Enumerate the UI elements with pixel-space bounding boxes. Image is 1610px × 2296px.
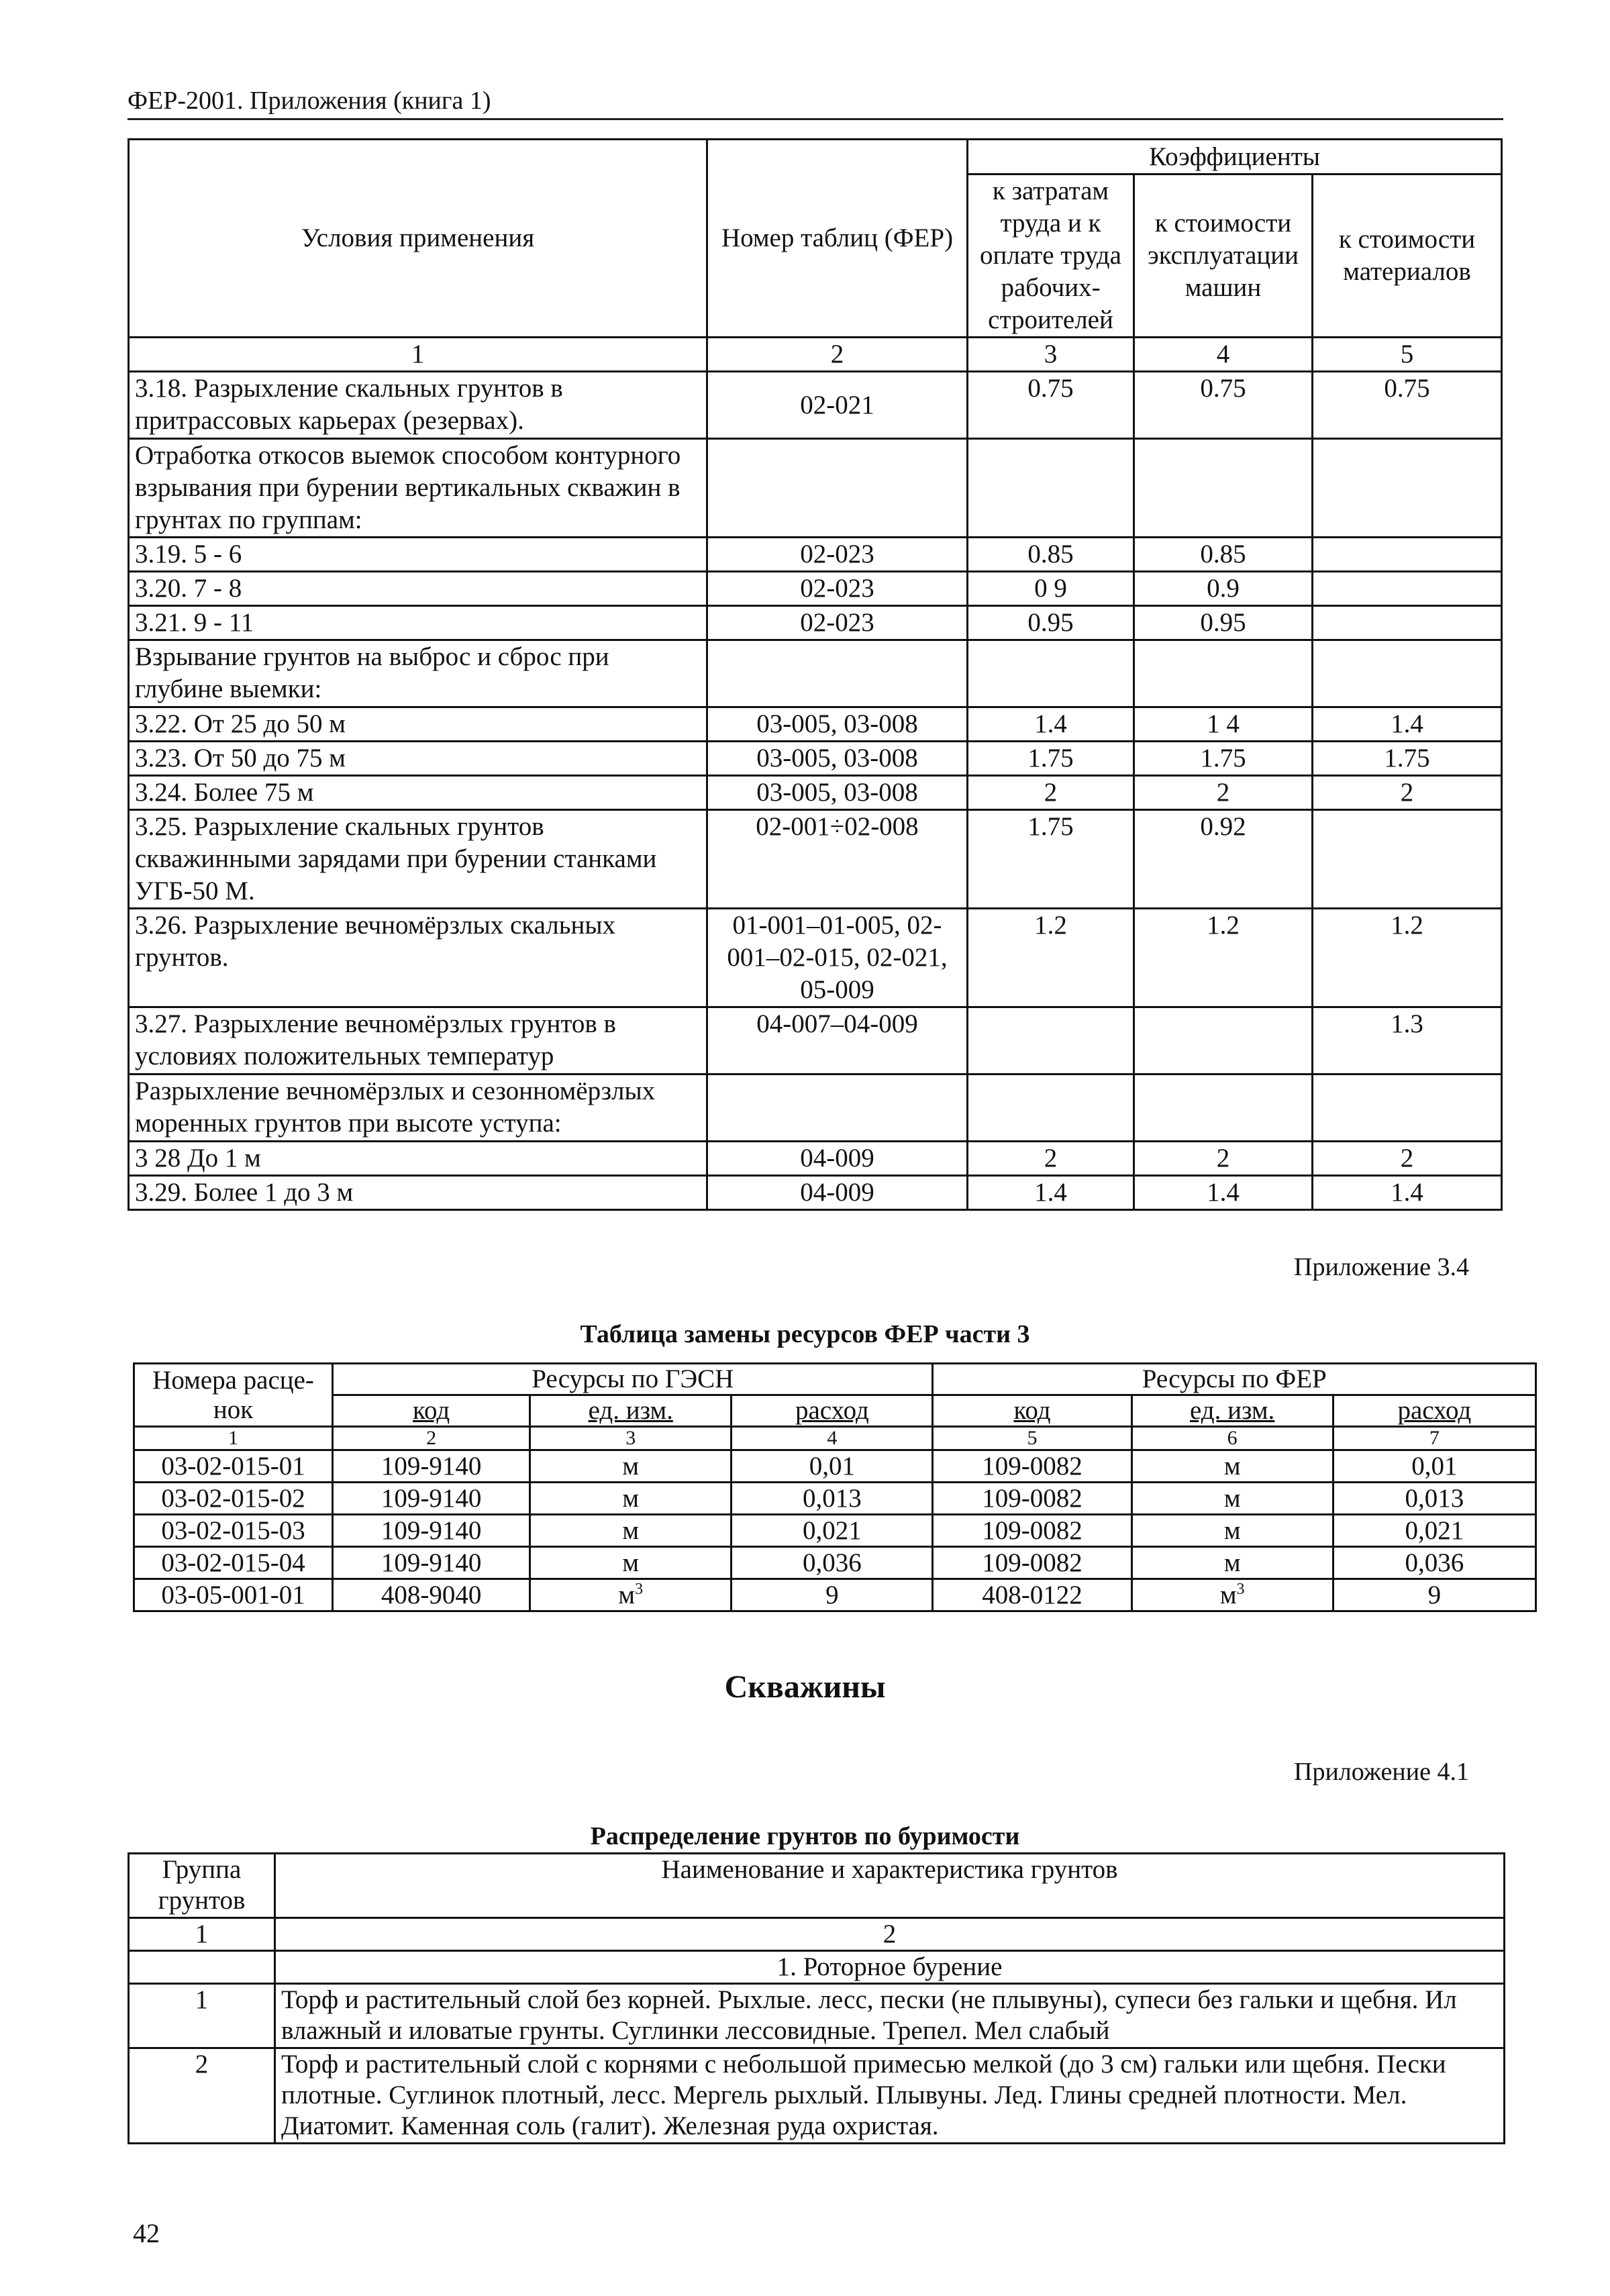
table-row: 03-02-015-04 109-9140 м 0,036 109-0082 м 0,036 — [134, 1547, 1536, 1579]
header-code: код — [933, 1395, 1131, 1427]
table-row: 03-02-015-01 109-9140 м 0,01 109-0082 м 0,01 — [134, 1450, 1536, 1483]
header-gesn: Ресурсы по ГЭСН — [333, 1364, 933, 1395]
col-number: 2 — [333, 1427, 530, 1450]
table-row: 1 Торф и растительный слой без корней. Рыхлые. лесс, пески (не плывуны), супеси без гальки и щебня. Ил влажный и иловатые грунты. Суглинки лессовидные. Трепел. Мел слабый — [129, 1984, 1505, 2048]
col-number: 7 — [1333, 1427, 1536, 1450]
table-row: 3.29. Более 1 до 3 м 04-009 1.4 1.4 1.4 — [129, 1176, 1502, 1210]
header-fer: Ресурсы по ФЕР — [933, 1364, 1536, 1395]
table-row: 03-02-015-03 109-9140 м 0,021 109-0082 м 0,021 — [134, 1515, 1536, 1547]
appendix-3-4-label: Приложение 3.4 — [1294, 1253, 1469, 1281]
col-number: 2 — [275, 1918, 1505, 1951]
header-coefficients: Коэффициенты — [968, 140, 1502, 174]
page-header: ФЕР-2001. Приложения (книга 1) — [128, 86, 1503, 120]
appendix-4-1-title: Распределение грунтов по буримости — [590, 1822, 1020, 1850]
header-unit: ед. изм. — [530, 1395, 732, 1427]
header-name: Наименование и характеристика грунтов — [275, 1854, 1505, 1918]
table-row: 3.24. Более 75 м 03-005, 03-008 2 2 2 — [129, 776, 1502, 810]
header-conditions: Условия применения — [129, 140, 707, 338]
coefficients-table — [128, 138, 1503, 1211]
header-consumption: расход — [732, 1395, 933, 1427]
col-number: 5 — [1313, 338, 1502, 372]
header-rate-numbers: Номера расце-нок — [134, 1364, 333, 1427]
table-row: 2 Торф и растительный слой с корнями с небольшой примесью мелкой (до 3 см) гальки или щебня. Пески плотные. Суглинок плотный, лесс. Мергель рыхлый. Плывуны. Лед. Глины средней плотности. Мел. Диатомит. Каменная соль (галит). Железная руда охристая. — [129, 2048, 1505, 2144]
table-row: 3.19. 5 - 6 02-023 0.85 0.85 — [129, 538, 1502, 572]
page-number: 42 — [133, 2218, 160, 2248]
subheader-rotary-drilling: 1. Роторное бурение — [275, 1951, 1505, 1984]
col-number: 3 — [968, 338, 1134, 372]
table-row: 3.27. Разрыхление вечномёрзлых грунтов в условиях положительных температур 04-007–04-009 1.3 — [129, 1007, 1502, 1075]
table-row: 3.23. От 50 до 75 м 03-005, 03-008 1.75 1.75 1.75 — [129, 742, 1502, 776]
resource-replacement-table — [133, 1362, 1537, 1612]
header-labor: к затратам труда и к оплате труда рабочих-строителей — [968, 174, 1134, 338]
appendix-3-4-title: Таблица замены ресурсов ФЕР части 3 — [580, 1320, 1030, 1348]
col-number: 4 — [732, 1427, 933, 1450]
col-number: 1 — [134, 1427, 333, 1450]
table-row: 3.25. Разрыхление скальных грунтов скважинными зарядами при бурении станками УГБ-50 М. 02-001÷02-008 1.75 0.92 — [129, 810, 1502, 909]
table-row: Разрыхление вечномёрзлых и сезонномёрзлых моренных грунтов при высоте уступа: — [129, 1075, 1502, 1142]
table-row: 3.26. Разрыхление вечномёрзлых скальных грунтов. 01-001–01-005, 02-001–02-015, 02-021, 05-009 1.2 1.2 1.2 — [129, 909, 1502, 1007]
table-row: Отработка откосов выемок способом контурного взрывания при бурении вертикальных скважин в грунтах по группам: — [129, 439, 1502, 538]
header-table-numbers: Номер таблиц (ФЕР) — [707, 140, 968, 338]
col-number: 3 — [530, 1427, 732, 1450]
header-consumption: расход — [1333, 1395, 1536, 1427]
header-group: Группа грунтов — [129, 1854, 275, 1918]
header-unit: ед. изм. — [1131, 1395, 1333, 1427]
table-row: 3.18. Разрыхление скальных грунтов в притрассовых карьерах (резервах). 02-021 0.75 0.75 0.75 — [129, 372, 1502, 439]
table-row: Взрывание грунтов на выброс и сброс при глубине выемки: — [129, 640, 1502, 707]
col-number: 6 — [1131, 1427, 1333, 1450]
col-number: 1 — [129, 338, 707, 372]
table-row: 3.20. 7 - 8 02-023 0 9 0.9 — [129, 572, 1502, 606]
table-row: 3 28 До 1 м 04-009 2 2 2 — [129, 1142, 1502, 1176]
col-number: 1 — [129, 1918, 275, 1951]
col-number: 4 — [1134, 338, 1313, 372]
table-row: 03-02-015-02 109-9140 м 0,013 109-0082 м 0,013 — [134, 1483, 1536, 1515]
header-materials: к стоимости материалов — [1313, 174, 1502, 338]
table-row: 03-05-001-01 408-9040 $м^3$ 9 408-0122 $м^3$ 9 — [134, 1579, 1536, 1611]
table-row: 3.22. От 25 до 50 м 03-005, 03-008 1.4 1 4 1.4 — [129, 707, 1502, 742]
header-machines: к стоимости эксплуатации машин — [1134, 174, 1313, 338]
col-number: 5 — [933, 1427, 1131, 1450]
col-number: 2 — [707, 338, 968, 372]
header-code: код — [333, 1395, 530, 1427]
soil-drillability-table — [128, 1852, 1505, 2144]
table-row: 3.21. 9 - 11 02-023 0.95 0.95 — [129, 606, 1502, 640]
section-title: Скважины — [724, 1669, 886, 1705]
appendix-4-1-label: Приложение 4.1 — [1294, 1758, 1469, 1786]
